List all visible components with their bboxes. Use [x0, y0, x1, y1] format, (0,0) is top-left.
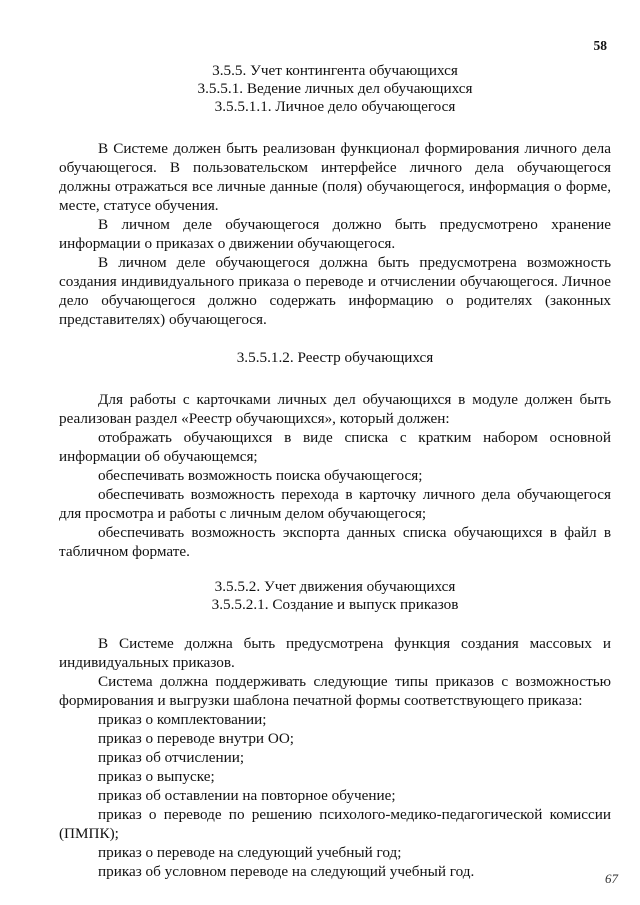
section-heading-3-5-5: 3.5.5. Учет контингента обучающихся [212, 62, 458, 79]
paragraph: В личном деле обучающегося должно быть предусмотрено хранение информации о приказах о движении обучающегося. [59, 216, 611, 252]
list-item: приказ о выпуске; [98, 768, 215, 785]
section-heading-3-5-5-1-1: 3.5.5.1.1. Личное дело обучающегося [214, 98, 456, 115]
spacer [59, 367, 611, 390]
paragraph: В Системе должен быть реализован функционал формирования личного дела обучающегося. В пользовательском интерфейсе личного дела обучающегося должны отражаться все личные данные (поля) обучающегося, информация о форме, месте, статусе обучения. [59, 140, 611, 214]
list-item: приказ о переводе внутри ОО; [98, 730, 295, 747]
section-heading-block-1 [59, 62, 611, 116]
list-item: отображать обучающихся в виде списка с кратким набором основной информации об обучающемся; [59, 429, 611, 465]
section-heading-3-5-5-2-1: 3.5.5.2.1. Создание и выпуск приказов [211, 596, 459, 613]
list-item: приказ о комплектовании; [98, 711, 267, 728]
list-item: приказ о переводе на следующий учебный год; [98, 844, 402, 861]
spacer [59, 614, 611, 634]
list-item: приказ об отчислении; [98, 749, 245, 766]
paragraph: В личном деле обучающегося должна быть предусмотрена возможность создания индивидуального приказа о переводе и отчислении обучающегося. Личное дело обучающегося должно содержать информацию о родителях (законных представителях) обучающегося. [59, 254, 611, 328]
spacer [59, 116, 611, 139]
paragraph: Для работы с карточками личных дел обучающихся в модуле должен быть реализован раздел «Реестр обучающихся», который должен: [59, 391, 611, 427]
document-body [59, 62, 611, 881]
list-item: обеспечивать возможность перехода в карточку личного дела обучающегося для просмотра и работы с личным делом обучающегося; [59, 486, 611, 522]
paragraph: В Системе должна быть предусмотрена функция создания массовых и индивидуальных приказов. [59, 635, 611, 671]
section-heading-3-5-5-1-2: 3.5.5.1.2. Реестр обучающихся [236, 349, 434, 366]
list-item: приказ об условном переводе на следующий учебный год. [98, 863, 475, 880]
handwritten-page-mark: 67 [605, 871, 618, 886]
section-heading-block-3 [59, 578, 611, 614]
list-item: приказ о переводе по решению психолого-медико-педагогической комиссии (ПМПК); [59, 806, 611, 842]
list-item: обеспечивать возможность поиска обучающегося; [98, 467, 423, 484]
section-heading-3-5-5-2: 3.5.5.2. Учет движения обучающихся [214, 578, 456, 595]
list-item: обеспечивать возможность экспорта данных списка обучающихся в файл в табличном формате. [59, 524, 611, 560]
spacer [59, 561, 611, 578]
list-item: приказ об оставлении на повторное обучение; [98, 787, 396, 804]
page-number: 58 [593, 38, 607, 53]
paragraph: Система должна поддерживать следующие типы приказов с возможностью формирования и выгрузки шаблона печатной формы соответствующего приказа: [59, 673, 611, 709]
spacer [59, 329, 611, 349]
section-heading-3-5-5-1: 3.5.5.1. Ведение личных дел обучающихся [197, 80, 473, 97]
